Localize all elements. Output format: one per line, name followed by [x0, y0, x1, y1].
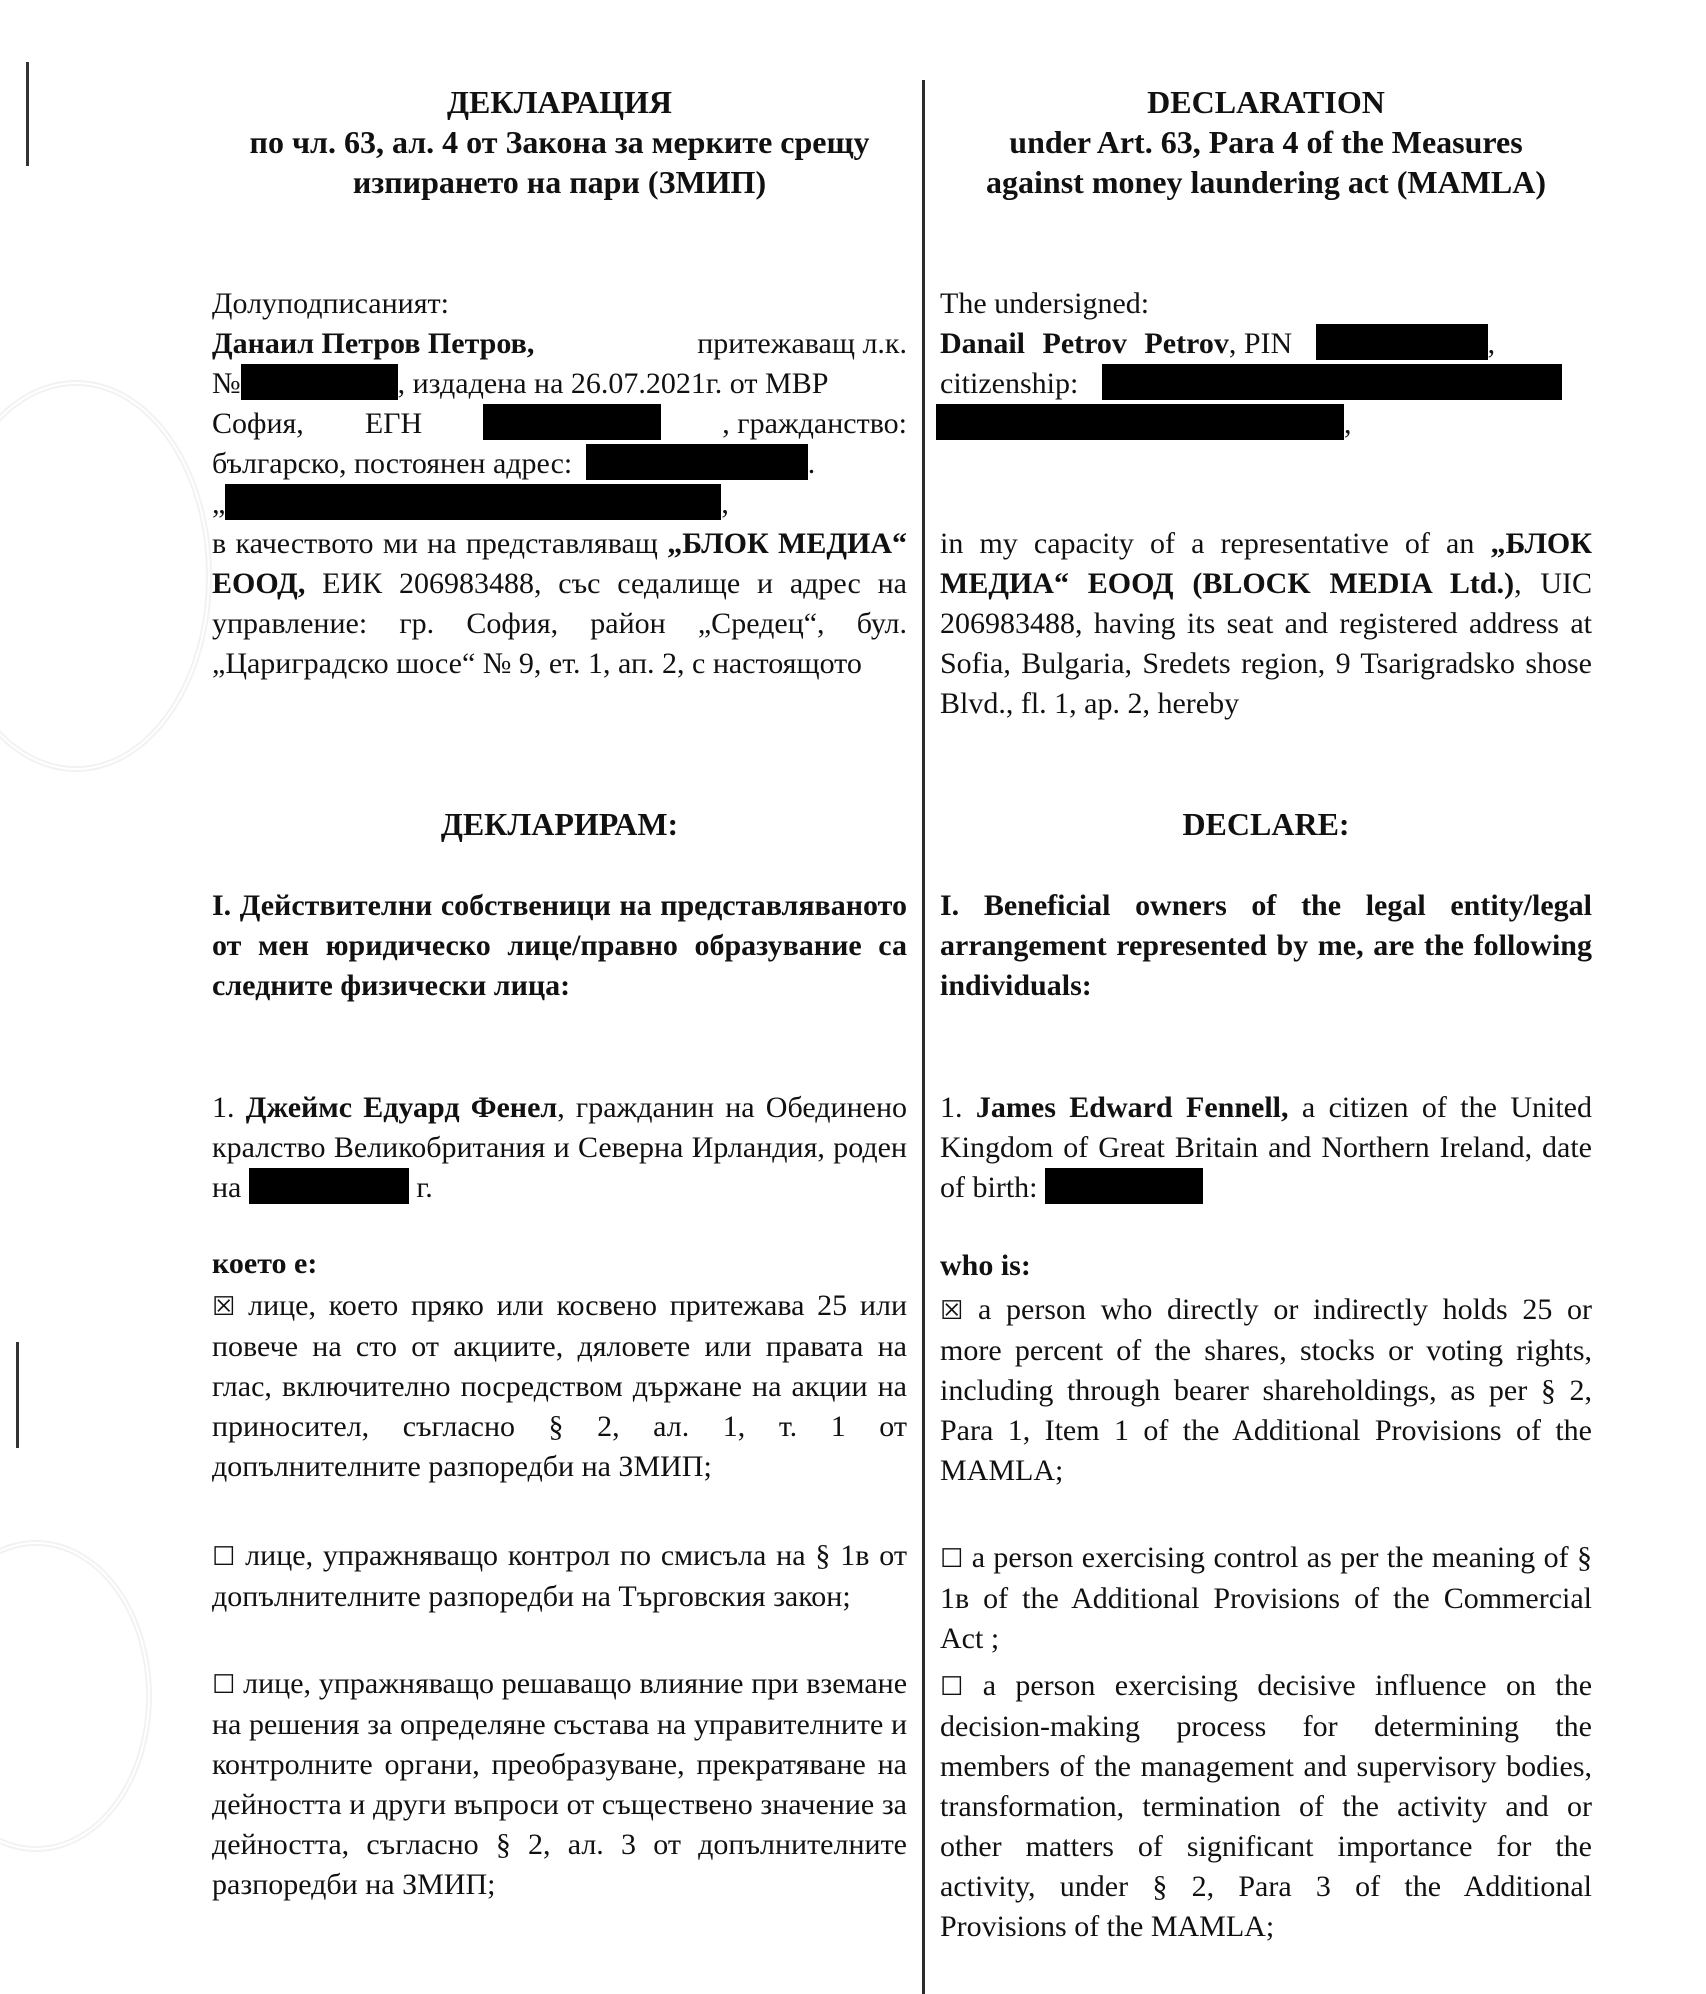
- unchecked-box-icon[interactable]: ☐: [212, 1670, 236, 1700]
- right-option-2: [940, 1538, 1592, 1659]
- right-option-3-text: a person exercising decisive influence on the decision-making process for determining the members of the management and supervisory bodies, transformation, termination of the activity and or other matters of significant importance for the activity, under § 2, Para 3 of the Additional Provisions of the MAMLA;: [940, 1669, 1593, 1943]
- left-owner-name: Джеймс Едуард Фенел: [245, 1091, 558, 1124]
- right-title: [940, 82, 1592, 202]
- right-section-1: I. Beneficial owners of the legal entity/legal arrangement represented by me, are the following individuals:: [940, 889, 1592, 1002]
- redaction-pin: [1316, 324, 1488, 360]
- left-owner-num: 1.: [212, 1091, 235, 1124]
- right-company: „БЛОК МЕДИА“ ЕООД (BLOCK MEDIA Ltd.): [940, 527, 1593, 600]
- unchecked-box-icon[interactable]: ☐: [212, 1542, 236, 1572]
- left-option-2-text: лице, упражняващо контрол по смисъла на § 1в от допълнителните разпоредби на Търговския закон;: [212, 1539, 907, 1613]
- left-owner-suffix: г.: [416, 1171, 433, 1204]
- left-undersigned-label: Долуподписаният:: [212, 287, 449, 320]
- right-which-is: who is:: [940, 1249, 1031, 1282]
- left-address-line: [212, 444, 907, 484]
- left-option-2: [212, 1536, 907, 1617]
- right-owner: [940, 1088, 1592, 1208]
- redaction-address-1: [586, 444, 808, 480]
- right-address-comma: ,: [1344, 407, 1352, 440]
- left-declare-heading: ДЕКЛАРИРАМ:: [440, 806, 679, 842]
- left-undersigned: [212, 284, 907, 524]
- left-title-main: ДЕКЛАРАЦИЯ: [447, 84, 672, 120]
- right-owner-text: a citizen of the United Kingdom of Great Britain and Northern Ireland, date of birth:: [940, 1091, 1592, 1204]
- right-pin-comma: ,: [1487, 327, 1496, 360]
- redaction-id-number: [241, 364, 398, 400]
- left-quote-open: „: [212, 487, 226, 520]
- right-option-1: [940, 1290, 1592, 1491]
- left-id-line: [212, 364, 907, 404]
- redaction-address: [936, 404, 1344, 440]
- checked-box-icon[interactable]: ☒: [940, 1296, 964, 1326]
- right-name-line: [940, 324, 1592, 364]
- left-citizenship-address: българско, постоянен адрес:: [212, 447, 573, 480]
- right-capacity-2: , UIC 206983488, having its seat and registered address at Sofia, Bulgaria, Sredets region, 9 Tsarigradsko shose Blvd., fl. 1, ap. 2, hereby: [940, 567, 1592, 720]
- right-declarant-name: Danail Petrov Petrov: [940, 327, 1229, 360]
- right-address-line: [940, 404, 1592, 444]
- right-undersigned: [940, 284, 1592, 444]
- left-which-is: което е:: [212, 1247, 318, 1280]
- right-option-1-text: a person who directly or indirectly holds 25 or more percent of the shares, stocks or voting rights, including through bearer shareholdings, as per § 2, Para 1, Item 1 of the Additional Provisions of the MAMLA;: [940, 1293, 1592, 1487]
- left-id-text-1: притежаващ л.к.: [697, 327, 907, 360]
- redaction-birth-date: [1045, 1168, 1203, 1204]
- right-title-main: DECLARATION: [1147, 84, 1385, 120]
- right-title-line-3: against money laundering act (MAMLA): [986, 164, 1546, 200]
- left-city: София,: [212, 407, 304, 440]
- stamp-ghost-lower: [0, 1540, 152, 1852]
- left-name-line: [212, 324, 907, 364]
- right-citizenship-line: [940, 364, 1592, 404]
- right-title-line-2: under Art. 63, Para 4 of the Measures: [1009, 124, 1523, 160]
- checked-box-icon[interactable]: ☒: [212, 1292, 236, 1322]
- right-citizenship-label: citizenship:: [940, 367, 1079, 400]
- left-option-3: [212, 1664, 907, 1905]
- right-option-2-text: a person exercising control as per the meaning of § 1в of the Additional Provisions of the Commercial Act ;: [940, 1541, 1592, 1655]
- right-pin-label: , PIN: [1228, 327, 1293, 360]
- left-title: [212, 82, 907, 202]
- redaction-address-2: [225, 484, 721, 520]
- unchecked-box-icon[interactable]: ☐: [940, 1544, 964, 1574]
- left-address-line-2: [212, 484, 907, 524]
- left-title-line-3: изпирането на пари (ЗМИП): [352, 164, 767, 200]
- left-option-1-text: лице, което пряко или косвено притежава 25 или повече на сто от акциите, дяловете или правата на глас, включително посредством държане на акции на приносител, съгласно § 2, ал. 1, т. 1 от допълнителните разпоредби на ЗМИП;: [212, 1289, 908, 1483]
- left-owner: [212, 1088, 907, 1208]
- left-declarant-name: Данаил Петров Петров,: [212, 327, 535, 360]
- right-owner-name: James Edward Fennell,: [975, 1091, 1289, 1124]
- right-owner-num: 1.: [940, 1091, 963, 1124]
- left-capacity-1: в качеството ми на представляващ: [212, 527, 658, 560]
- left-id-text-2: , издадена на 26.07.2021г. от МВР: [397, 367, 829, 400]
- stamp-ghost: [0, 380, 212, 772]
- redaction-egn: [483, 404, 661, 440]
- right-undersigned-label: The undersigned:: [940, 287, 1150, 320]
- left-section-1: I. Действителни собственици на представляваното от мен юридическо лице/правно образувание са следните физически лица:: [212, 889, 907, 1002]
- left-citizenship-label: , гражданство:: [722, 407, 907, 440]
- left-company: „БЛОК МЕДИА“ ЕООД,: [212, 527, 907, 600]
- redaction-citizenship: [1102, 364, 1562, 400]
- left-owner-text: , гражданин на Обединено кралство Великобритания и Северна Ирландия, роден на: [212, 1091, 907, 1204]
- left-egn-line: [212, 404, 907, 444]
- redaction-birth-date: [249, 1168, 409, 1204]
- right-option-3: [940, 1666, 1592, 1947]
- left-capacity: [212, 524, 907, 684]
- left-id-prefix: №: [212, 367, 241, 400]
- right-capacity: [940, 524, 1592, 724]
- unchecked-box-icon[interactable]: ☐: [940, 1672, 964, 1702]
- left-capacity-2: ЕИК 206983488, със седалище и адрес на управление: гр. София, район „Средец“, бул. „Цариградско шосе“ № 9, ет. 1, ап. 2, с настоящото: [212, 567, 907, 680]
- left-option-3-text: лице, упражняващо решаващо влияние при вземане на решения за определяне състава на управителните и контролните органи, преобразуване, прекратяване на дейността и други въпроси от съществено значение за дейността, съгласно § 2, ал. 3 от допълнителните разпоредби на ЗМИП;: [212, 1667, 908, 1901]
- right-declare-heading: DECLARE:: [1182, 806, 1350, 842]
- column-divider: [922, 80, 925, 1994]
- scan-mark-top: [26, 62, 29, 166]
- left-egn-label: ЕГН: [364, 407, 423, 440]
- right-capacity-1: in my capacity of a representative of an: [940, 527, 1475, 560]
- left-title-line-2: по чл. 63, ал. 4 от Закона за мерките срещу: [249, 124, 870, 160]
- left-option-1: [212, 1286, 907, 1487]
- left-address-dot: .: [807, 447, 816, 480]
- left-address-comma: ,: [721, 487, 729, 520]
- scan-mark-bottom: [16, 1342, 19, 1448]
